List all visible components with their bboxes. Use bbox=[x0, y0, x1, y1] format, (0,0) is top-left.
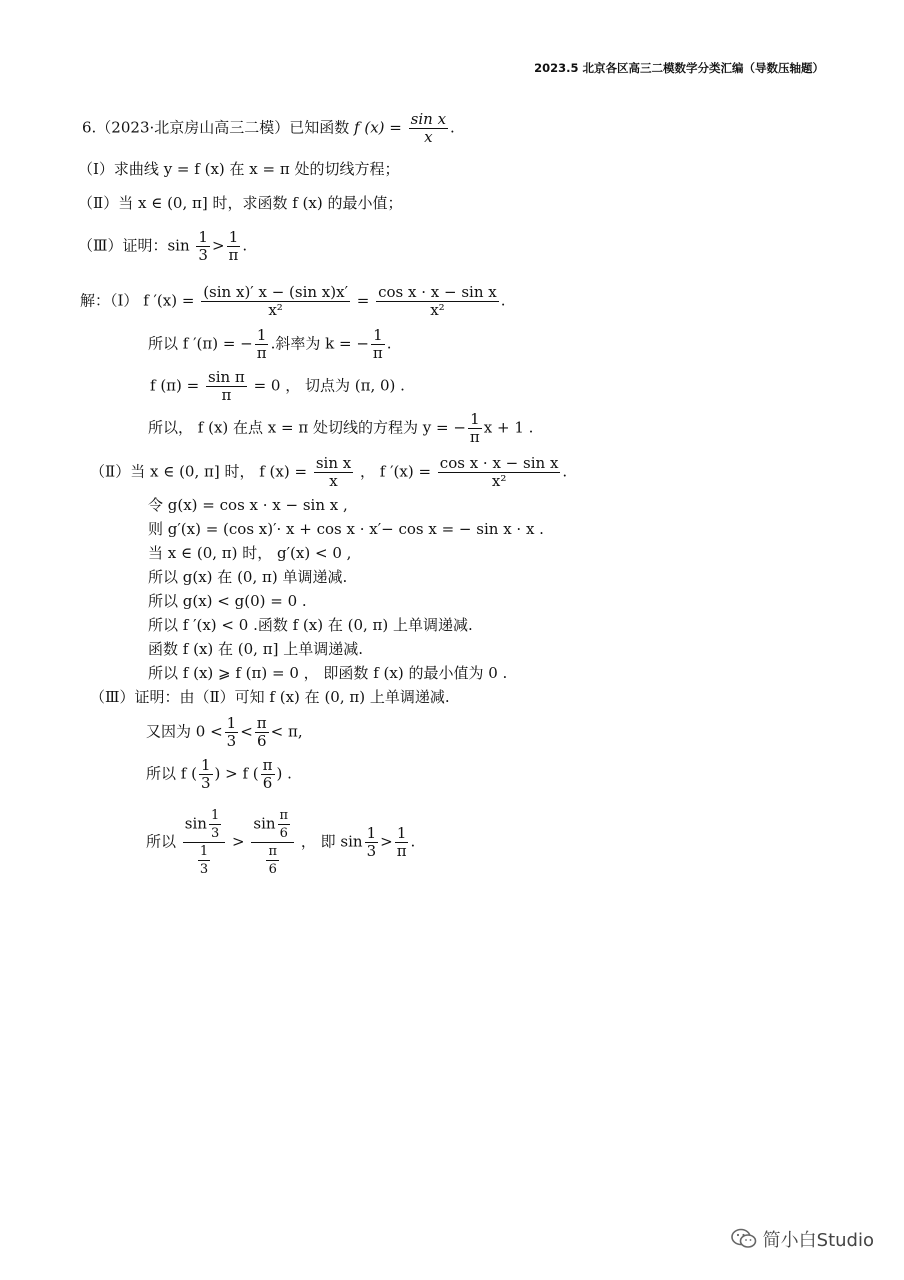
fraction-numerator: sin x bbox=[410, 110, 447, 128]
solution-line-3 bbox=[150, 370, 405, 403]
fraction-denominator: 3 bbox=[199, 862, 209, 877]
fraction-numerator: 1 bbox=[226, 714, 237, 732]
fraction-denominator: x² bbox=[430, 301, 445, 319]
operator: > bbox=[380, 832, 393, 851]
fraction bbox=[198, 844, 210, 877]
part-3-line-3 bbox=[146, 808, 415, 877]
fraction-denominator bbox=[262, 843, 283, 877]
text: （Ⅱ）当 x ∈ (0, π] 时， f (x) = bbox=[90, 462, 308, 481]
fraction bbox=[255, 716, 269, 749]
text: f (π) = bbox=[150, 376, 200, 395]
fraction-numerator: sin x bbox=[315, 454, 352, 472]
part-2-line-4: 所以 g(x) 在 (0, π) 单调递减. bbox=[148, 568, 348, 586]
fraction-numerator: 1 bbox=[200, 756, 211, 774]
fraction-numerator: 1 bbox=[373, 326, 383, 344]
text: .斜率为 k = − bbox=[270, 334, 369, 353]
fraction bbox=[201, 285, 350, 318]
function-label: f (x) = bbox=[354, 118, 402, 137]
part-2-line-6: 所以 f ′(x) < 0 .函数 f (x) 在 (0, π) 上单调递减. bbox=[148, 616, 473, 634]
fraction-denominator: π bbox=[256, 344, 267, 362]
fraction-numerator bbox=[251, 808, 294, 843]
fraction-denominator: 3 bbox=[198, 246, 208, 264]
part-3-header: （Ⅲ）证明：由（Ⅱ）可知 f (x) 在 (0, π) 上单调递减. bbox=[90, 688, 450, 706]
fraction-denominator: 6 bbox=[268, 862, 277, 877]
operator: > bbox=[232, 832, 245, 851]
part-2-line-8: 所以 f (x) ⩾ f (π) = 0 ， 即函数 f (x) 的最小值为 0 . bbox=[148, 664, 508, 682]
watermark bbox=[731, 1226, 874, 1252]
fraction bbox=[371, 328, 385, 361]
fraction bbox=[209, 808, 221, 841]
period: . bbox=[450, 118, 455, 137]
fraction bbox=[438, 456, 561, 489]
part-2-line-3: 当 x ∈ (0, π) 时， g′(x) < 0 , bbox=[148, 544, 352, 562]
problem-intro-text: 6.（2023·北京房山高三二模）已知函数 bbox=[82, 118, 355, 137]
text: ) > f ( bbox=[214, 764, 259, 783]
part-2-line-2: 则 g′(x) = (cos x)′· x + cos x · x′− cos x = − sin x · x . bbox=[148, 520, 544, 538]
question-3 bbox=[78, 230, 247, 263]
fraction bbox=[206, 370, 247, 403]
period: . bbox=[242, 236, 248, 255]
fraction bbox=[255, 328, 269, 361]
fraction bbox=[266, 844, 279, 877]
fraction-denominator: π bbox=[372, 344, 383, 362]
text: sin bbox=[184, 814, 207, 833]
text: = 0 ， 切点为 (π, 0) . bbox=[253, 376, 405, 395]
period: . bbox=[500, 291, 506, 310]
fraction-numerator: (sin x)′ x − (sin x)x′ bbox=[203, 283, 348, 301]
question-3-text: （Ⅲ）证明：sin bbox=[78, 236, 190, 255]
fraction-numerator: 1 bbox=[198, 228, 208, 246]
fraction-numerator: sin π bbox=[208, 368, 245, 386]
solution-line-2 bbox=[148, 328, 392, 361]
fraction-denominator: π bbox=[396, 842, 407, 860]
period: . bbox=[386, 334, 392, 353]
period: . bbox=[410, 832, 416, 851]
fraction-denominator: 3 bbox=[226, 732, 237, 750]
fraction-denominator bbox=[194, 843, 214, 877]
part-3-line-2 bbox=[146, 758, 292, 791]
fraction-denominator: 6 bbox=[279, 826, 288, 841]
text: ) . bbox=[276, 764, 292, 783]
fraction bbox=[365, 826, 379, 859]
text: 所以 bbox=[146, 832, 177, 851]
fraction-numerator: cos x · x − sin x bbox=[378, 283, 497, 301]
fraction bbox=[376, 285, 499, 318]
text: 所以 f ( bbox=[146, 764, 197, 783]
fraction bbox=[468, 412, 482, 445]
part-2-header bbox=[90, 456, 567, 489]
text: 又因为 0 < bbox=[146, 722, 223, 741]
fraction-denominator: 3 bbox=[366, 842, 377, 860]
solution-line-4 bbox=[148, 412, 533, 445]
fraction bbox=[227, 230, 241, 263]
part-3-line-1 bbox=[146, 716, 303, 749]
fraction-denominator: 6 bbox=[256, 732, 267, 750]
text: sin bbox=[253, 814, 276, 833]
function-fraction bbox=[409, 112, 448, 145]
text: 所以 f ′(π) = − bbox=[148, 334, 253, 353]
question-2: （Ⅱ）当 x ∈ (0, π] 时，求函数 f (x) 的最小值； bbox=[78, 194, 403, 212]
fraction bbox=[314, 456, 353, 489]
page-header: 2023.5 北京各区高三二模数学分类汇编（导数压轴题） bbox=[534, 61, 824, 75]
fraction-denominator: π bbox=[221, 386, 232, 404]
part-2-line-7: 函数 f (x) 在 (0, π] 上单调递减. bbox=[148, 640, 363, 658]
fraction-denominator: 6 bbox=[262, 774, 273, 792]
fraction bbox=[261, 758, 275, 791]
fraction-denominator: x² bbox=[268, 301, 283, 319]
fraction bbox=[278, 808, 291, 841]
fraction-denominator: x bbox=[424, 128, 433, 146]
question-1: （Ⅰ）求曲线 y = f (x) 在 x = π 处的切线方程； bbox=[78, 160, 400, 178]
fraction bbox=[196, 230, 210, 263]
fraction-numerator: 1 bbox=[366, 824, 377, 842]
fraction-numerator: 1 bbox=[256, 326, 267, 344]
compound-fraction bbox=[183, 808, 225, 877]
fraction bbox=[199, 758, 213, 791]
fraction-numerator: π bbox=[268, 844, 277, 859]
solution-label: 解：（Ⅰ） f ′(x) = bbox=[80, 291, 195, 310]
fraction-numerator: 1 bbox=[228, 228, 239, 246]
fraction-denominator: 3 bbox=[200, 774, 211, 792]
fraction-denominator: x bbox=[329, 472, 338, 490]
problem-intro bbox=[82, 112, 455, 145]
fraction-denominator: π bbox=[228, 246, 239, 264]
fraction-numerator: 1 bbox=[470, 410, 480, 428]
operator: = bbox=[356, 291, 370, 310]
fraction-numerator: 1 bbox=[210, 808, 220, 823]
fraction-denominator: 3 bbox=[210, 826, 220, 841]
fraction-numerator: 1 bbox=[396, 824, 407, 842]
solution-line-1 bbox=[80, 285, 506, 318]
fraction-denominator: x² bbox=[491, 472, 507, 490]
fraction-numerator: π bbox=[262, 756, 273, 774]
text: ， 即 sin bbox=[300, 832, 363, 851]
text: x + 1 . bbox=[483, 418, 534, 437]
text: 所以， f (x) 在点 x = π 处切线的方程为 y = − bbox=[148, 418, 466, 437]
text: < π, bbox=[270, 722, 303, 741]
fraction bbox=[225, 716, 239, 749]
fraction bbox=[395, 826, 409, 859]
part-2-line-5: 所以 g(x) < g(0) = 0 . bbox=[148, 592, 307, 610]
part-2-line-1: 令 g(x) = cos x · x − sin x , bbox=[148, 496, 348, 514]
compound-fraction bbox=[251, 808, 294, 877]
period: . bbox=[562, 462, 568, 481]
fraction-numerator: π bbox=[279, 808, 289, 823]
wechat-icon bbox=[731, 1228, 757, 1250]
fraction-numerator: π bbox=[256, 714, 267, 732]
operator: < bbox=[240, 722, 253, 741]
fraction-numerator: 1 bbox=[199, 844, 209, 859]
operator: > bbox=[211, 236, 225, 255]
fraction-denominator: π bbox=[469, 428, 480, 446]
watermark-text: 简小白Studio bbox=[762, 1230, 874, 1251]
fraction-numerator bbox=[183, 808, 225, 843]
fraction-numerator: cos x · x − sin x bbox=[439, 454, 559, 472]
text: ， f ′(x) = bbox=[360, 462, 432, 481]
